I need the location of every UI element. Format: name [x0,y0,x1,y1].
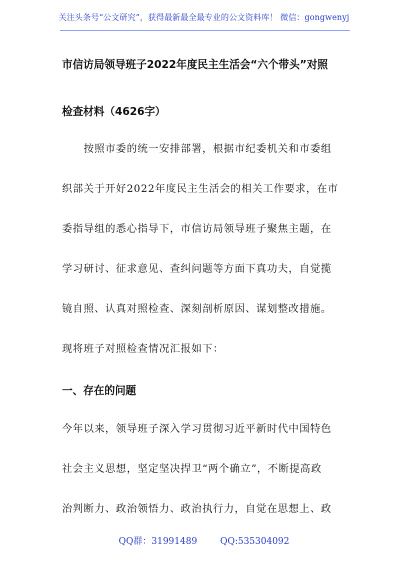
paragraph-line: 社会主义思想，坚定坚决捍卫“两个确立”，不断提高政 [62,464,322,475]
paragraph-line: 学习研讨、征求意见、查纠问题等方面下真功夫，自觉揽 [62,264,332,275]
paragraph-line: 按照市委的统一安排部署，根据市纪委机关和市委组 [62,144,332,155]
footer-qq-contact: QQ:535304092 [220,537,290,547]
report-intro-line: 现将班子对照检查情况汇报如下： [62,344,224,355]
section-heading: 一、存在的问题 [62,385,137,397]
paragraph-line: 治判断力、政治领悟力、政治执行力，自觉在思想上、政 [62,504,332,515]
paragraph-line: 织部关于开好2022年度民主生活会的相关工作要求，在市 [62,184,339,195]
header-divider [60,30,350,31]
paragraph-line: 镜自照、认真对照检查、深刻剖析原因、谋划整改措施。 [62,304,332,315]
paragraph-line: 委指导组的悉心指导下，市信访局领导班子聚焦主题，在 [62,224,332,235]
document-title-line-2: 检查材料（4626字） [62,106,166,118]
footer-qq-group: QQ群：31991489 [118,537,198,547]
header-notice: 关注头条号“公文研究”，获得最新最全最专业的公文资料库！ 微信：gongwenyj [58,13,350,22]
document-title-line-1: 市信访局领导班子2022年度民主生活会“六个带头”对照 [62,59,328,71]
footer-contacts [0,534,408,547]
paragraph-line: 今年以来，领导班子深入学习贯彻习近平新时代中国特色 [62,424,332,435]
